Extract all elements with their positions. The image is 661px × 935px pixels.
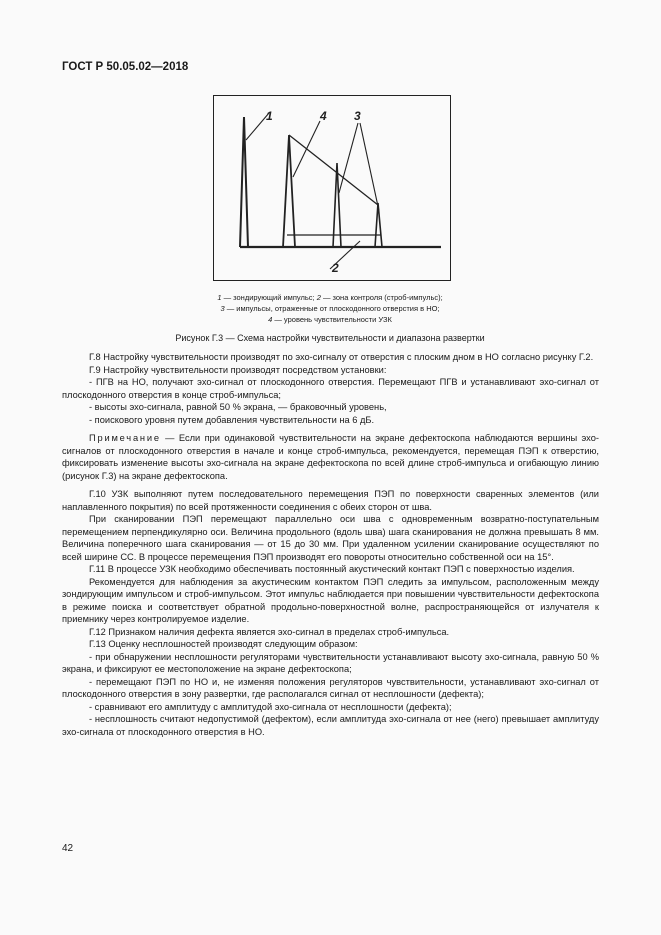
legend-line-3: 4 — уровень чувствительности УЗК xyxy=(268,315,392,325)
echo-pulse-start xyxy=(283,135,295,247)
paragraph-g8: Г.8 Настройку чувствительности производят по эхо-сигналу от отверстия с плоским дном в НО согласно рисунку Г.2. xyxy=(89,352,594,362)
page-number: 42 xyxy=(62,843,74,854)
sensitivity-setup-figure xyxy=(213,95,451,281)
probe-pulse xyxy=(240,117,248,247)
paragraph-g12: Г.12 Признаком наличия дефекта является эхо-сигнал в пределах строб-импульса. xyxy=(89,626,450,637)
paragraph-g9: Г.9 Настройку чувствительности производят посредством установки: xyxy=(89,364,387,375)
list-item: - высоты эхо-сигнала, равной 50 % экрана, — браковочный уровень, xyxy=(89,402,387,412)
list-item: - несплошность считают недопустимой (дефектом), если амплитуда эхо-сигнала от нее (него) превышает амплитуду эхо-сигнала от плоскодонного отверстия в НО. xyxy=(62,714,599,737)
note-paragraph xyxy=(62,432,599,482)
oscilloscope-diagram xyxy=(213,95,451,281)
legend-line-1: 1 — зондирующий импульс; 2 — зона контроля (строб-импульс); xyxy=(217,293,443,302)
paragraph-g13: Г.13 Оценку несплошностей производят следующим образом: xyxy=(89,639,358,649)
legend-line-2: 3 — импульсы, отраженные от плоскодонного отверстия в НО; xyxy=(220,304,440,314)
list-item: - поискового уровня путем добавления чувствительности на 6 дБ. xyxy=(89,414,375,425)
callout-2: 2 xyxy=(332,261,339,275)
list-item: - сравнивают его амплитуду с амплитудой эхо-сигнала от несплошности (дефекта); xyxy=(89,701,452,712)
list-item: - перемещают ПЭП по НО и, не изменяя положения регуляторов чувствительности, устанавливают эхо-сигнал от плоскодонного отверстия в зону развертки, где располагался сигнал от несплошности (дефекта); xyxy=(62,676,599,699)
list-item: - при обнаружении несплошности регуляторами чувствительности устанавливают высоту эхо-сигнала, равную 50 % экрана, и фиксируют ее местоположение на экране дефектоскопа; xyxy=(62,651,599,674)
paragraph-g10: Г.10 УЗК выполняют путем последовательного перемещения ПЭП по поверхности сваренных элементов (или наплавленного покрытия) по всей протяженности соединения с обеих сторон от шва. xyxy=(62,489,599,512)
callout-1: 1 xyxy=(266,109,273,123)
diagram-frame xyxy=(214,96,451,281)
paragraph-g11: Г.11 В процессе УЗК необходимо обеспечивать постоянный акустический контакт ПЭП с поверхностью изделия. xyxy=(89,564,575,574)
figure-legend xyxy=(150,292,510,326)
standard-code: ГОСТ Р 50.05.02—2018 xyxy=(62,61,189,73)
leader-4 xyxy=(293,121,320,177)
paragraph-recommendation: Рекомендуется для наблюдения за акустическим контактом ПЭП следить за импульсом, расположенным между зондирующим импульсом и строб-импульсом. Этот импульс наблюдается при повышении чувствительности дефектоскопа в режиме поиска и соответствует обратной продольно-поверхностной волне, распространяющейся от излучателя к приемнику через контролируемое изделие. xyxy=(62,576,599,624)
document-body xyxy=(62,351,599,738)
list-item: - ПГВ на НО, получают эхо-сигнал от плоскодонного отверстия. Перемещают ПГВ и устанавливают эхо-сигнал от плоскодонного отверстия в конце строб-импульса; xyxy=(62,377,599,400)
callout-3: 3 xyxy=(354,109,361,123)
callout-4: 4 xyxy=(320,109,327,123)
note-text: — Если при одинаковой чувствительности на экране дефектоскопа наблюдаются вершины эхо-сигналов от плоскодонного отверстия в начале и конце строб-импульса, рекомендуется, перемещая ПЭП к отверстию, фиксировать изменение высоты эхо-сигнала на экране дефектоскопа по всей длине строб-импульса и огибающую линию (рисунок Г.3) на экране дефектоскопа. xyxy=(62,433,599,481)
paragraph-scanning: При сканировании ПЭП перемещают параллельно оси шва с одновременным возвратно-поступательным перемещением перпендикулярно оси. Величина продольного (вдоль шва) шага сканирования не должна превышать 8 мм. Величина поперечного шага сканирования — от 15 до 30 мм. При удаленном усилении сканирование осуществляют по всей ширине СС. В процессе перемещения ПЭП производят его повороты относительно собственной оси на 15°. xyxy=(62,514,599,562)
figure-caption: Рисунок Г.3 — Схема настройки чувствительности и диапазона развертки xyxy=(175,333,485,343)
note-label: Примечание xyxy=(89,433,161,443)
